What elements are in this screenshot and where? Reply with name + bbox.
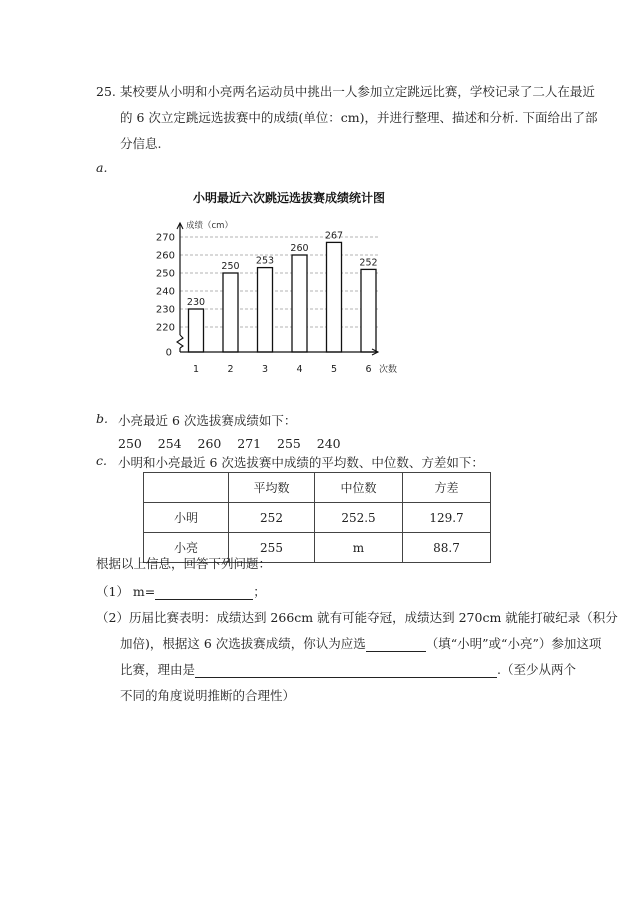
q2-text-b: （填“小明”或“小亮”）参加这项 [425, 636, 602, 651]
y-axis-label: 成绩（cm） [186, 221, 233, 231]
question-1 [96, 582, 266, 600]
question-2-line-3 [120, 660, 576, 678]
y-tick-label: 230 [155, 304, 175, 316]
q1-end: ； [253, 584, 266, 599]
q1-label: （1） m= [96, 584, 156, 599]
bar [292, 255, 307, 352]
bar-chart [140, 185, 430, 385]
data-label: 250 [221, 261, 240, 272]
table-cell: 小明 [144, 503, 229, 533]
y-tick-label: 220 [155, 322, 175, 334]
xiaoliang-scores: 250 254 260 271 255 240 [118, 436, 341, 451]
bar [223, 273, 238, 352]
data-label: 260 [290, 243, 309, 254]
table-header-row [144, 473, 491, 503]
q2-reason-label: 比赛，理由是 [120, 662, 196, 677]
data-label: 253 [255, 255, 275, 267]
x-tick-label: 1 [192, 364, 200, 375]
q2-text-a: 加倍)，根据这 6 次选拔赛成绩，你认为应选 [120, 636, 366, 651]
part-c-label: c. [96, 453, 107, 468]
data-label: 230 [186, 297, 206, 308]
y-tick-label: 240 [155, 286, 175, 298]
stats-table [143, 472, 491, 563]
bar [327, 242, 342, 352]
problem-line-2: 的 6 次立定跳远选拔赛中的成绩(单位：cm)，并进行整理、描述和分析. 下面给出了部 [120, 110, 598, 125]
table-header-cell: 方差 [403, 473, 491, 503]
table-cell: 88.7 [403, 533, 491, 563]
table-cell: 129.7 [403, 503, 491, 533]
part-b-label: b. [96, 411, 108, 426]
y-tick-label: 0 [165, 347, 172, 359]
questions-intro: 根据以上信息，回答下列问题： [96, 556, 272, 571]
problem-line-1: 25. 某校要从小明和小亮两名运动员中挑出一人参加立定跳远比赛，学校记录了二人在最近 [96, 84, 595, 99]
part-a-label: a. [96, 160, 108, 175]
x-tick-label: 3 [261, 364, 269, 375]
chart-title: 小明最近六次跳远选拔赛成绩统计图 [192, 191, 386, 205]
question-2-line-1: （2）历届比赛表明：成绩达到 266cm 就有可能夺冠，成绩达到 270cm 就能打破纪录（积分 [96, 610, 618, 625]
x-tick-label: 2 [227, 364, 234, 375]
x-tick-label: 4 [296, 364, 303, 375]
problem-line-3: 分信息. [120, 136, 162, 151]
table-cell: 252 [229, 503, 315, 533]
question-2-line-2 [120, 634, 601, 652]
x-axis-label: 次数 [379, 365, 398, 375]
bar [361, 269, 376, 352]
data-label: 267 [324, 230, 344, 242]
y-tick-label: 260 [155, 250, 175, 262]
part-c-text: 小明和小亮最近 6 次选拔赛中成绩的平均数、中位数、方差如下： [118, 455, 484, 470]
question-2-line-4: 不同的角度说明推断的合理性） [120, 688, 296, 703]
data-label: 252 [359, 257, 378, 269]
table-cell: 小亮 [144, 533, 229, 563]
part-b-text: 小亮最近 6 次选拔赛成绩如下： [118, 413, 297, 428]
y-tick-label: 250 [155, 268, 175, 280]
x-tick-label: 6 [365, 364, 372, 375]
table-cell: m [315, 533, 403, 563]
table-row [144, 503, 491, 533]
bar-chart-svg [140, 185, 430, 385]
table-header-cell: 中位数 [315, 473, 403, 503]
bar [189, 309, 204, 352]
table-header-cell: 平均数 [229, 473, 315, 503]
q2-reason-blank[interactable] [195, 663, 497, 678]
table-header-cell [144, 473, 229, 503]
bar [258, 268, 273, 352]
axis-break-mark [177, 335, 183, 348]
q2-reason-end: .（至少从两个 [497, 662, 576, 677]
table-cell: 252.5 [315, 503, 403, 533]
x-tick-label: 5 [330, 364, 338, 375]
q2-choice-blank[interactable] [366, 637, 426, 652]
table-cell: 255 [229, 533, 315, 563]
y-tick-label: 270 [155, 232, 175, 244]
q1-answer-blank[interactable] [155, 585, 253, 600]
